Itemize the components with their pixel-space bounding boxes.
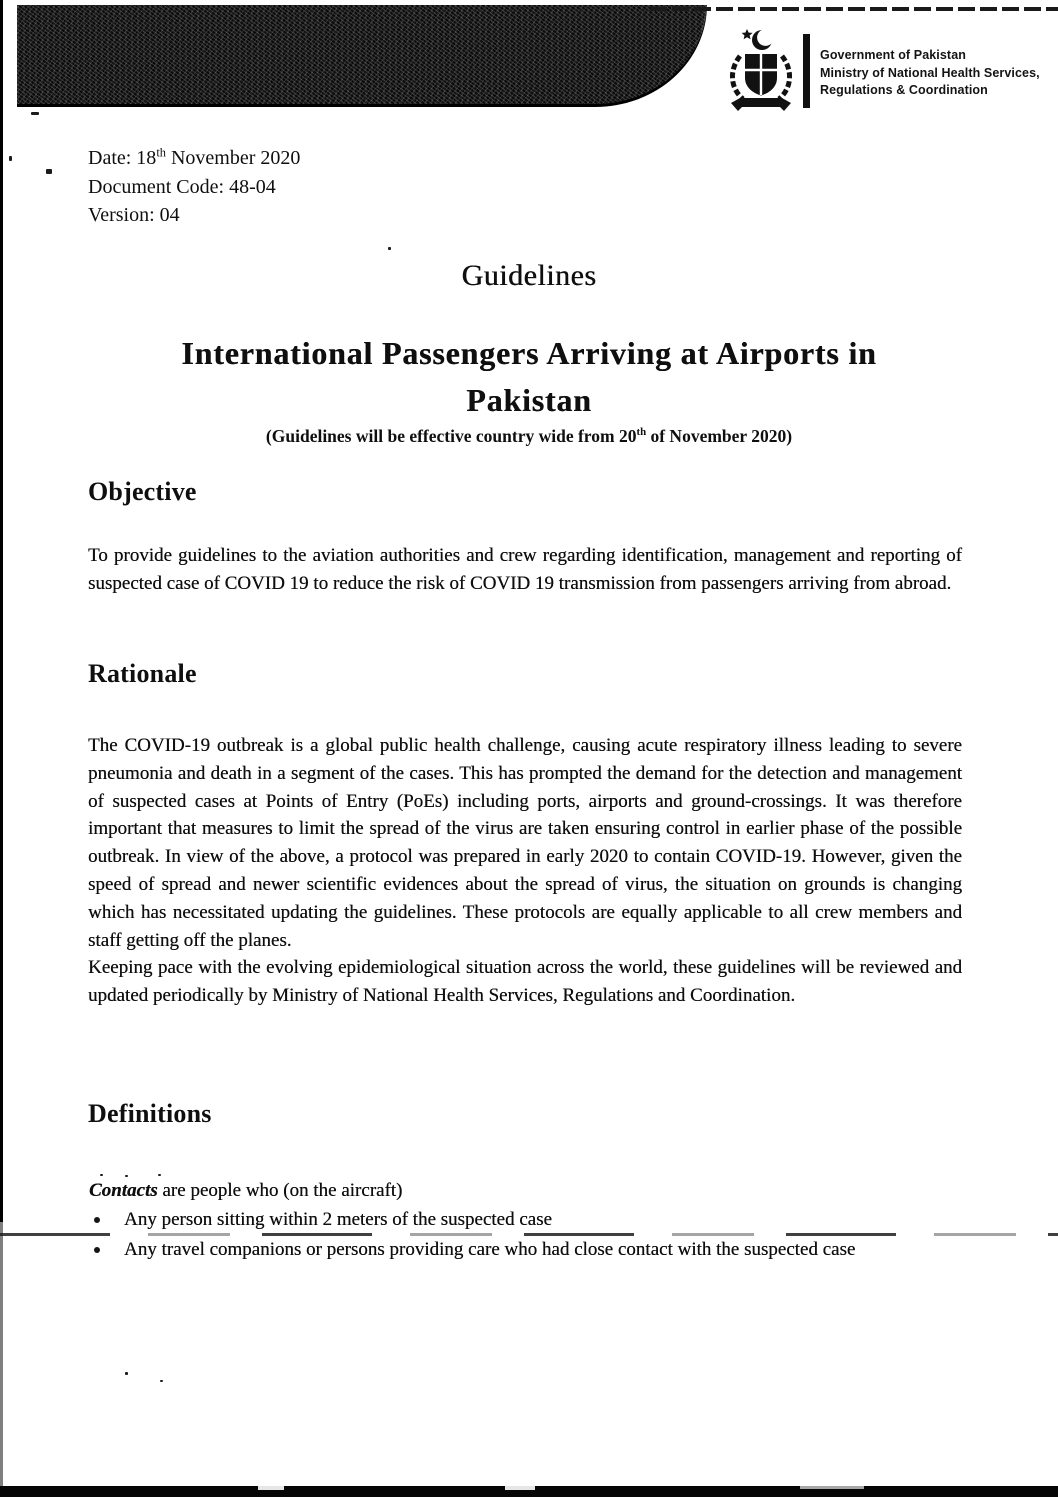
rationale-heading: Rationale: [88, 659, 197, 688]
scan-left-edge-line: [0, 0, 3, 1490]
bullet-text: Any person sitting within 2 meters of the suspected case: [124, 1209, 552, 1230]
agency-line-1: Government of Pakistan: [820, 48, 966, 62]
meta-date: [88, 144, 300, 173]
contacts-definition: [89, 1180, 402, 1202]
ink-speck: [46, 169, 52, 174]
contacts-definition-rest: are people who (on the aircraft): [157, 1180, 403, 1201]
doc-main-title: [0, 330, 1058, 424]
doc-subtitle-text: (Guidelines will be effective country wide from 20: [265, 426, 637, 446]
doc-subtitle-ordinal: th: [636, 426, 647, 439]
ink-speck: [9, 156, 12, 161]
ink-speck: [160, 1380, 163, 1382]
meta-date-rest: November 2020: [165, 147, 301, 169]
agency-line-3: Regulations & Coordination: [820, 83, 988, 97]
rationale-paragraph-1: The COVID-19 outbreak is a global public health challenge, causing acute respiratory illness leading to severe pneumonia and death in a segment of the cases. This has prompted the demand for the detection and management of suspected cases at Points of Entry (PoEs) including ports, airports and ground-crossings. It was therefore important that measures to limit the spread of the virus are taken ensuring control in earlier phase of the possible outbreak. In view of the above, a protocol was prepared in early 2020 to contain COVID-19. However, given the speed of spread and newer scientific evidences about the spread of virus, the situation on grounds is changing which has necessitated updating the guidelines. These protocols are equally applicable to all crew members and staff getting off the planes.: [88, 735, 962, 951]
scan-crease-line: [0, 1233, 1058, 1236]
doc-subtitle: [0, 426, 1058, 447]
bullet-dot-icon: [94, 1247, 100, 1253]
government-header: [724, 26, 1040, 114]
bullet-text: Any travel companions or persons providing care who had close contact with the suspected case: [124, 1239, 856, 1260]
ink-speck: [31, 112, 39, 115]
pakistan-emblem-icon: [724, 26, 798, 114]
ink-speck: [125, 1175, 128, 1177]
list-item: [88, 1235, 990, 1265]
contacts-term: Contacts: [89, 1180, 158, 1201]
doc-main-title-line1: International Passengers Arriving at Airports in: [181, 335, 877, 371]
agency-name: [820, 47, 1040, 100]
agency-line-2: Ministry of National Health Services,: [820, 65, 1040, 80]
objective-heading: Objective: [88, 477, 197, 506]
ink-speck: [100, 1174, 103, 1176]
document-meta: [88, 144, 300, 230]
ink-speck: [158, 1174, 161, 1176]
rationale-paragraph-2: Keeping pace with the evolving epidemiological situation across the world, these guidelines will be reviewed and updated periodically by Ministry of National Health Services, Regulations and Coordination.: [88, 957, 962, 1007]
doc-subtitle-rest: of November 2020): [646, 426, 793, 446]
doc-main-title-line2: Pakistan: [466, 382, 592, 418]
objective-paragraph: To provide guidelines to the aviation authorities and crew regarding identification, management and reporting of suspected case of COVID 19 to reduce the risk of COVID 19 transmission from passengers arriving from abroad.: [88, 545, 962, 594]
meta-doc-code: Document Code: 48-04: [88, 175, 276, 198]
scan-header-black-banner: [17, 5, 707, 107]
definitions-heading: Definitions: [88, 1099, 212, 1128]
meta-date-text: Date: 18: [88, 147, 157, 169]
meta-date-ordinal: th: [156, 145, 166, 160]
bullet-dot-icon: [94, 1217, 100, 1223]
ink-speck: [125, 1372, 128, 1375]
rationale-body: [88, 732, 962, 1010]
scan-top-edge-line: [650, 7, 1058, 11]
doc-kicker-title: Guidelines: [461, 259, 597, 292]
ink-speck: [388, 247, 391, 250]
scan-bottom-bar: [0, 1486, 1058, 1497]
brand-divider-bar: [803, 34, 810, 108]
meta-version: Version: 04: [88, 204, 180, 226]
list-item: [88, 1205, 990, 1235]
